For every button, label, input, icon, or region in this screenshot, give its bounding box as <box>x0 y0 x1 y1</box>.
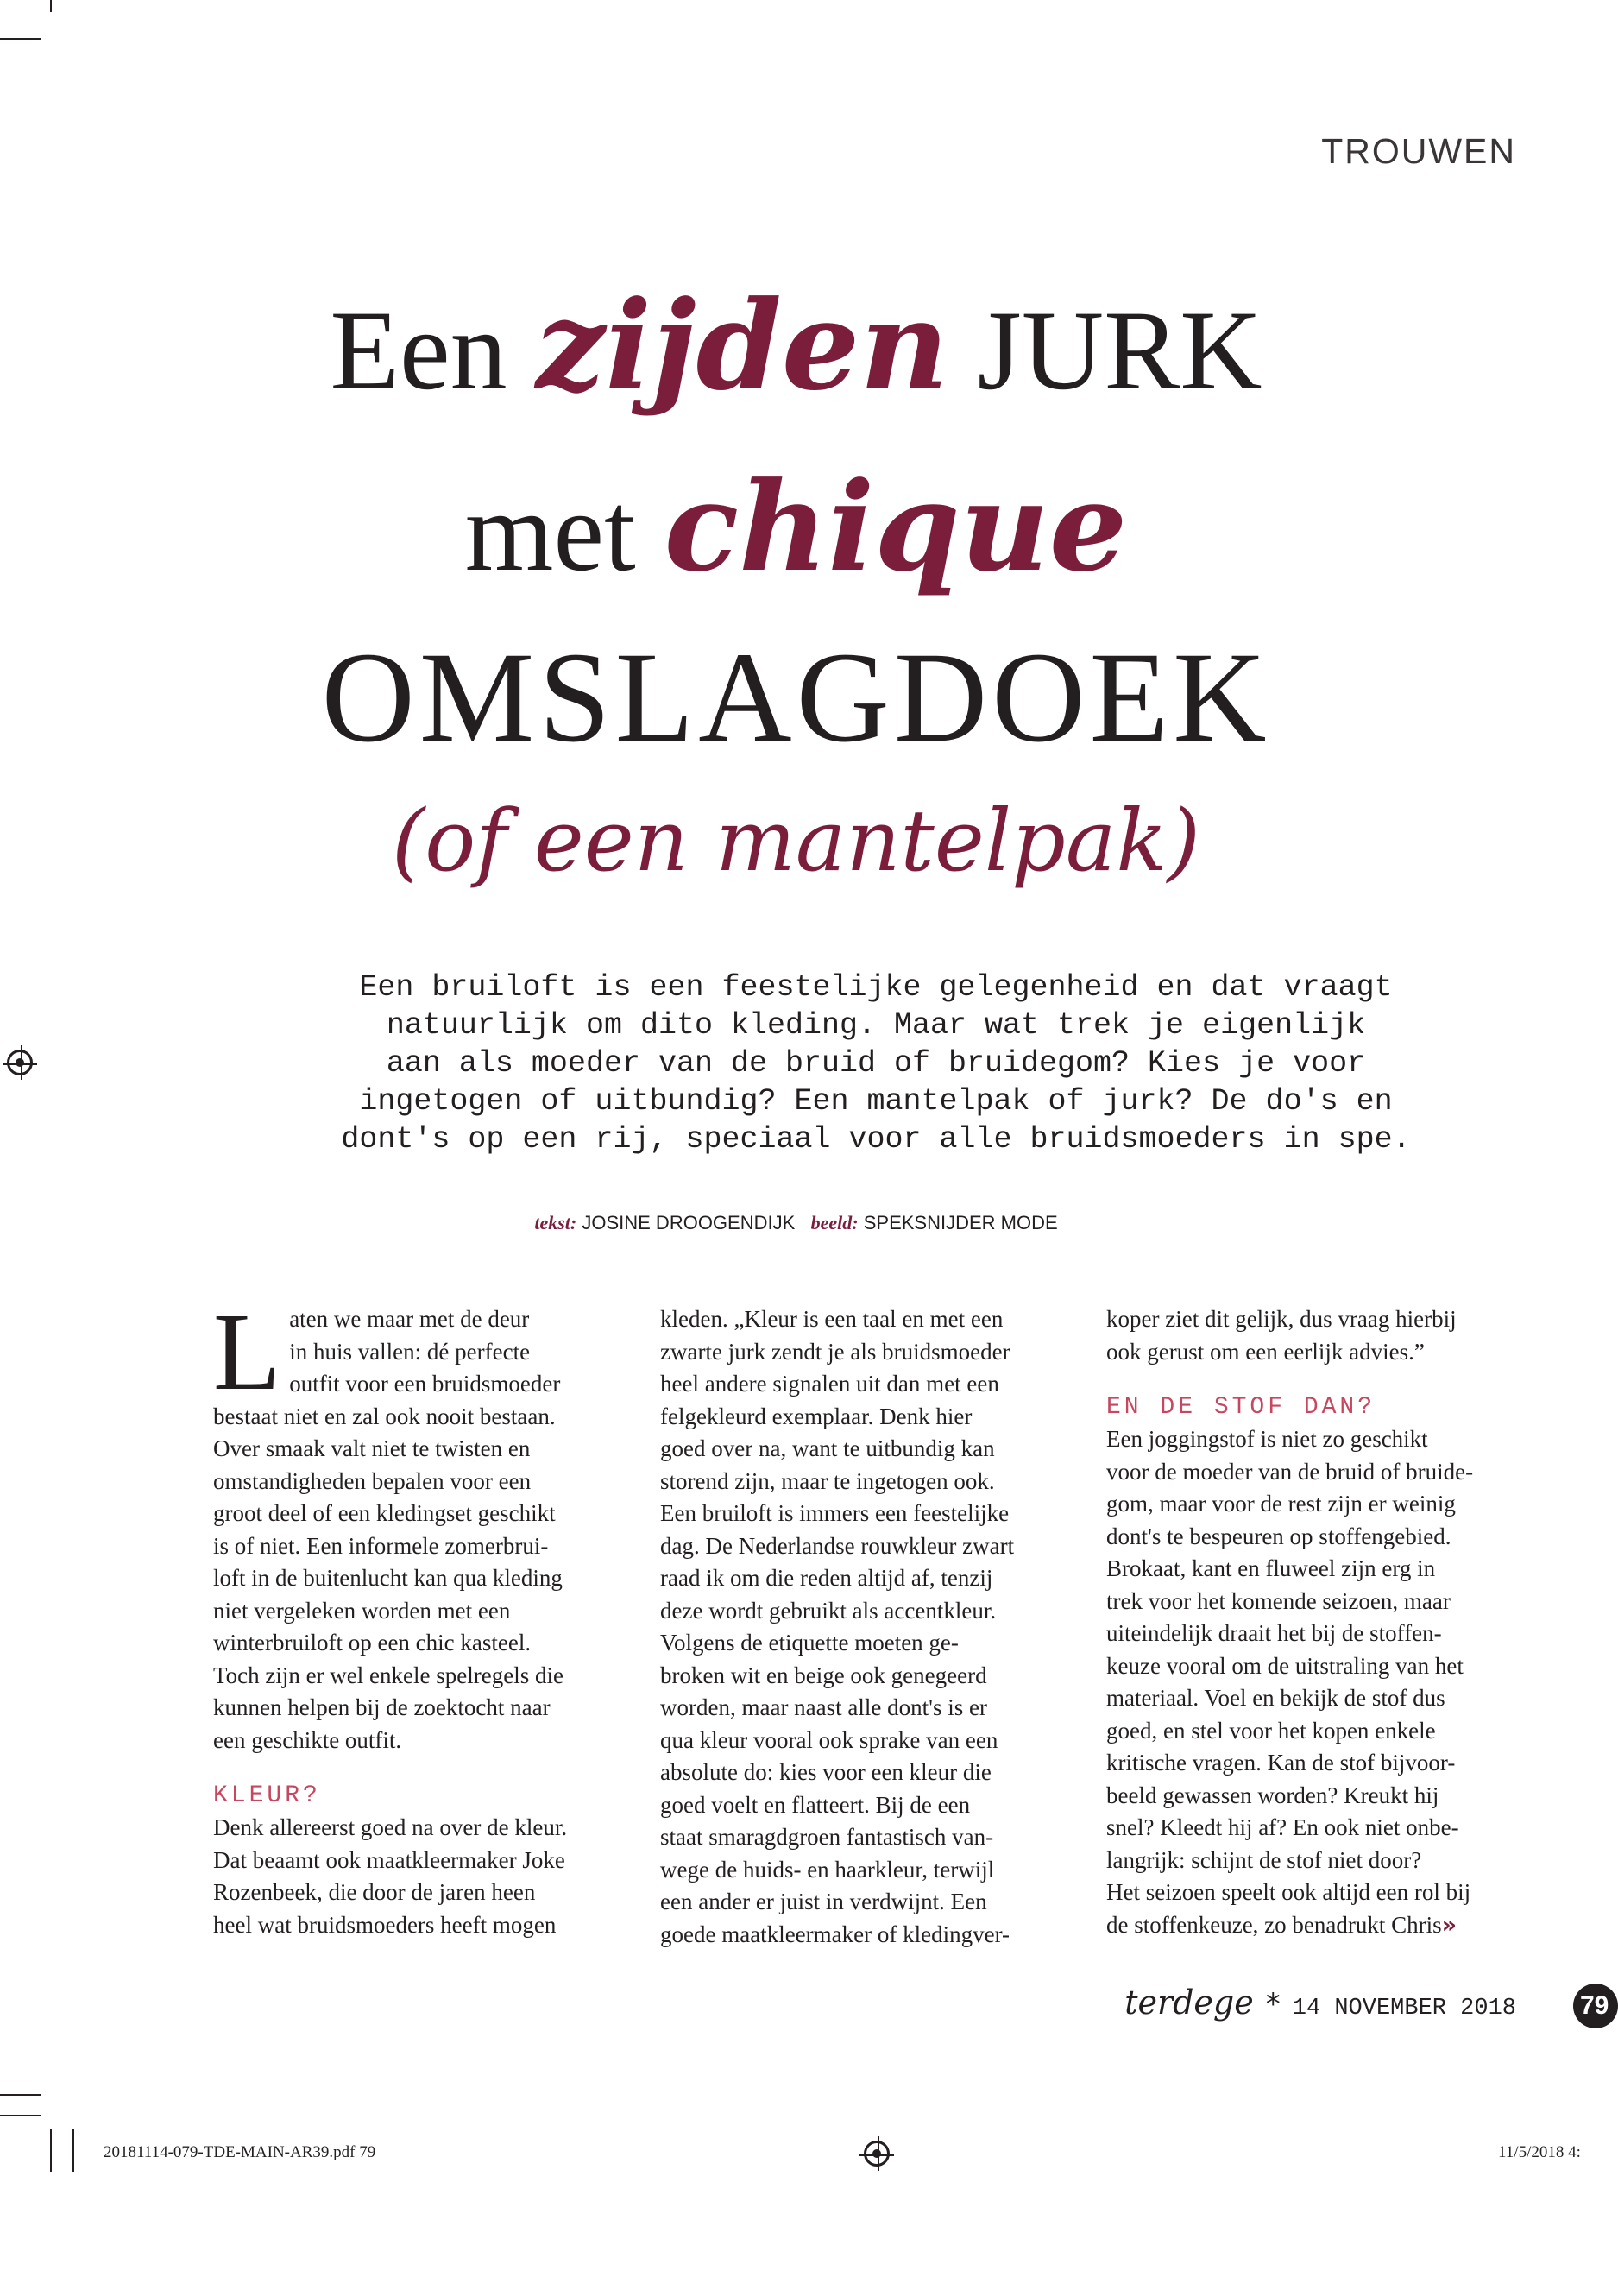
text-line: goede maatkleermaker of kledingver- <box>660 1921 1010 1947</box>
text-line: aten we maar met de deur <box>289 1306 530 1332</box>
headline-subtitle-script: (of een mantelpak) <box>392 792 1200 891</box>
article-column-3 <box>1106 1303 1516 1941</box>
crop-mark-bottom-left-h2 <box>0 2115 41 2116</box>
page-footer <box>1124 1984 1516 2022</box>
text-line: heel wat bruidsmoeders heeft mogen <box>213 1911 557 1938</box>
text-line: goed voelt en flatteert. Bij de een <box>660 1791 971 1818</box>
intro-line: aan als moeder van de bruid of bruidegom? Kies je voor <box>386 1046 1366 1081</box>
headline-script-chique: chique <box>664 456 1128 599</box>
intro-paragraph <box>319 968 1432 1158</box>
print-slug-timestamp: 11/5/2018 4: <box>1498 2143 1581 2161</box>
text-line: raad ik om die reden altijd af, tenzij <box>660 1565 993 1591</box>
text-line: wege de huids- en haarkleur, terwijl <box>660 1856 995 1883</box>
text-line: absolute do: kies voor een kleur die <box>660 1759 992 1785</box>
text-line: omstandigheden bepalen voor een <box>213 1467 532 1494</box>
text-line: loft in de buitenlucht kan qua kleding <box>213 1565 563 1591</box>
text-line: snel? Kleedt hij af? En ook niet onbe- <box>1106 1814 1459 1840</box>
print-slug-file: 20181114-079-TDE-MAIN-AR39.pdf 79 <box>104 2143 376 2161</box>
text-line-last <box>1106 1909 1516 1942</box>
text-line: beeld gewassen worden? Kreukt hij <box>1106 1782 1439 1808</box>
section-label: TROUWEN <box>1321 131 1516 171</box>
text-line: materiaal. Voel en bekijk de stof dus <box>1106 1685 1445 1711</box>
issue-date: 14 NOVEMBER 2018 <box>1292 1996 1516 2022</box>
text-line: Over smaak valt niet te twisten en <box>213 1435 531 1461</box>
text-line: Volgens de etiquette moeten ge- <box>660 1630 959 1656</box>
text-line: dont's te bespeuren op stoffengebied. <box>1106 1523 1451 1549</box>
credit-text-label: tekst: <box>534 1212 577 1233</box>
text-line: storend zijn, maar te ingetogen ook. <box>660 1467 995 1494</box>
text-line: Denk allereerst goed na over de kleur. <box>213 1814 568 1840</box>
text-line: broken wit en beige ook genegeerd <box>660 1662 987 1688</box>
intro-line: ingetogen of uitbundig? Een mantelpak of jurk? De do's en <box>359 1084 1393 1119</box>
text-line: Brokaat, kant en fluweel zijn erg in <box>1106 1555 1436 1581</box>
crop-mark-bottom-left-v <box>50 2129 52 2172</box>
text-line: langrijk: schijnt de stof niet door? <box>1106 1846 1422 1873</box>
headline-word-een: Een <box>330 287 536 413</box>
text-line: zwarte jurk zendt je als bruidsmoeder <box>660 1338 1010 1365</box>
intro-line: dont's op een rij, speciaal voor alle bruidsmoeders in spe. <box>341 1122 1411 1157</box>
headline-word-met: met <box>464 468 664 595</box>
headline-word-jurk: JURK <box>948 287 1262 413</box>
credit-text-author: JOSINE DROOGENDIJK <box>582 1212 796 1233</box>
footer-separator: * <box>1265 1987 1281 2022</box>
text-line: Dat beaamt ook maatkleermaker Joke <box>213 1846 565 1873</box>
text-line: goed over na, want te uitbundig kan <box>660 1435 995 1461</box>
text-line: een ander er juist in verdwijnt. Een <box>660 1889 987 1914</box>
crop-mark-bottom-left-h <box>0 2094 41 2096</box>
text-line: Toch zijn er wel enkele spelregels die <box>213 1662 563 1688</box>
subheading-stof: EN DE STOF DAN? <box>1106 1394 1376 1421</box>
headline-line-2 <box>0 456 1592 599</box>
text-line: trek voor het komende seizoen, maar <box>1106 1587 1451 1614</box>
text-line-last-text: de stoffenkeuze, zo benadrukt Chris <box>1106 1911 1442 1938</box>
crop-mark-top-left-h <box>0 38 41 40</box>
text-line: een geschikte outfit. <box>213 1726 402 1753</box>
text-line: outfit voor een bruidsmoeder <box>289 1371 561 1397</box>
page-number-badge: 79 <box>1573 1984 1618 2028</box>
text-line: Een bruiloft is immers een feestelijke <box>660 1500 1010 1526</box>
text-line: keuze vooral om de uitstraling van het <box>1106 1652 1464 1679</box>
text-line: Rozenbeek, die door de jaren heen <box>213 1879 536 1905</box>
text-line: kunnen helpen bij de zoektocht naar <box>213 1694 551 1720</box>
text-line: winterbruiloft op een chic kasteel. <box>213 1630 532 1656</box>
text-line: worden, maar naast alle dont's is er <box>660 1694 987 1720</box>
text-line: kritische vragen. Kan de stof bijvoor- <box>1106 1750 1456 1776</box>
text-line: uiteindelijk draait het bij de stoffen- <box>1106 1620 1442 1646</box>
text-line: in huis vallen: dé perfecte <box>289 1338 531 1365</box>
credit-image-author: SPEKSNIJDER MODE <box>863 1212 1058 1233</box>
credits <box>0 1212 1592 1234</box>
crop-mark-bottom-left-v2 <box>72 2129 74 2172</box>
text-line: staat smaragdgroen fantastisch van- <box>660 1824 994 1850</box>
headline-line-3: OMSLAGDOEK <box>321 626 1271 769</box>
registration-mark-left <box>7 1050 33 1075</box>
credit-image-label: beeld: <box>810 1212 859 1233</box>
subheading-kleur: KLEUR? <box>213 1782 321 1809</box>
continue-arrow-icon: » <box>1441 1911 1457 1939</box>
magazine-logo: terdege <box>1124 1984 1254 2022</box>
headline-line-1 <box>0 274 1592 418</box>
text-line: voor de moeder van de bruid of bruide- <box>1106 1458 1474 1485</box>
text-line: groot deel of een kledingset geschikt <box>213 1500 556 1526</box>
text-line: goed, en stel voor het kopen enkele <box>1106 1717 1436 1744</box>
registration-mark-bottom <box>864 2141 890 2167</box>
article-column-1 <box>213 1290 626 1941</box>
drop-cap: L <box>213 1290 281 1413</box>
intro-line: natuurlijk om dito kleding. Maar wat trek je eigenlijk <box>386 1008 1366 1043</box>
text-line: Een joggingstof is niet zo geschikt <box>1106 1426 1428 1452</box>
intro-line: Een bruiloft is een feestelijke gelegenheid en dat vraagt <box>359 970 1393 1005</box>
text-line: heel andere signalen uit dan met een <box>660 1371 999 1397</box>
text-line: qua kleur vooral ook sprake van een <box>660 1726 998 1753</box>
text-line: deze wordt gebruikt als accentkleur. <box>660 1597 997 1624</box>
text-line: felgekleurd exemplaar. Denk hier <box>660 1403 973 1429</box>
text-line: is of niet. Een informele zomerbrui- <box>213 1532 549 1559</box>
headline-script-zijden: zijden <box>535 274 949 418</box>
text-line: gom, maar voor de rest zijn er weinig <box>1106 1491 1456 1517</box>
crop-mark-top-left-v <box>50 0 52 12</box>
text-line: Het seizoen speelt ook altijd een rol bij <box>1106 1879 1471 1905</box>
text-line: bestaat niet en zal ook nooit bestaan. <box>213 1403 556 1429</box>
text-line: koper ziet dit gelijk, dus vraag hierbij <box>1106 1306 1457 1332</box>
text-line: niet vergeleken worden met een <box>213 1597 511 1624</box>
text-line: kleden. „Kleur is een taal en met een <box>660 1306 1004 1332</box>
text-line: dag. De Nederlandse rouwkleur zwart <box>660 1532 1015 1559</box>
article-column-2 <box>660 1303 1070 1951</box>
text-line: ook gerust om een eerlijk advies.” <box>1106 1338 1425 1365</box>
